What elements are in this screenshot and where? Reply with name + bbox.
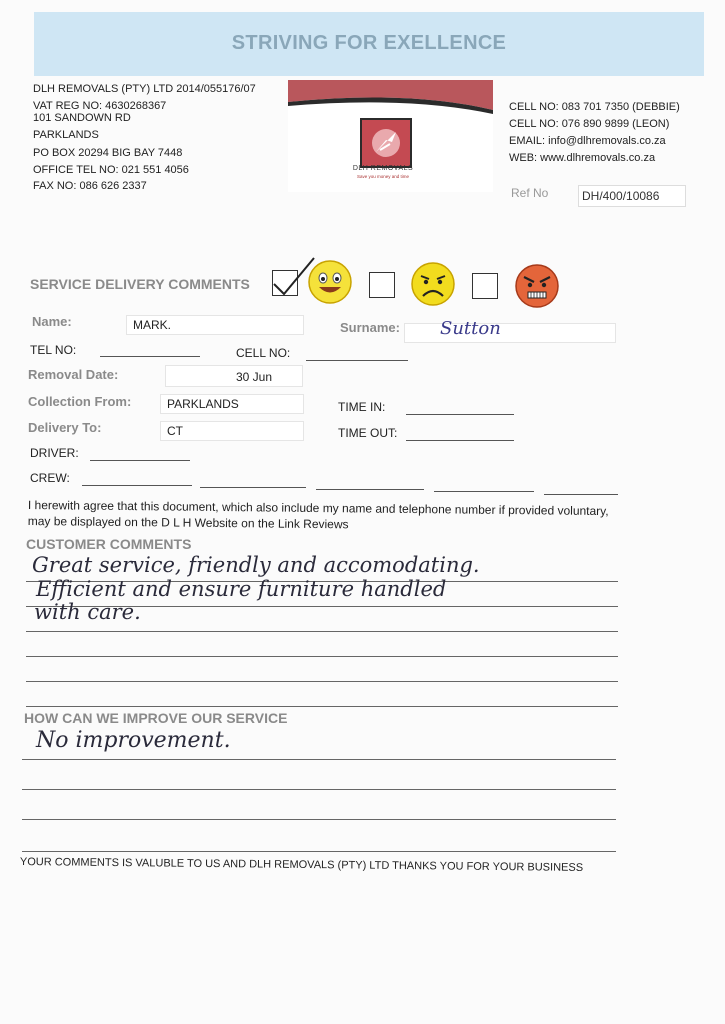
delivery-label: Delivery To: xyxy=(28,420,102,435)
angry-checkbox[interactable] xyxy=(472,273,498,299)
company-line: 101 SANDOWN RD xyxy=(33,112,131,124)
time-out-line[interactable] xyxy=(406,440,514,441)
logo-name: DLH REMOVALS xyxy=(352,165,414,172)
comment-line[interactable] xyxy=(26,656,618,657)
contact-line: CELL NO: 076 890 9899 (LEON) xyxy=(509,118,670,130)
tel-label: TEL NO: xyxy=(30,343,77,357)
customer-comments-title: CUSTOMER COMMENTS xyxy=(26,536,192,552)
company-line: VAT REG NO: 4630268367 xyxy=(33,99,167,112)
neutral-checkbox[interactable] xyxy=(369,272,395,298)
crew-line[interactable] xyxy=(434,491,534,492)
surname-field[interactable] xyxy=(404,323,616,343)
improve-line[interactable] xyxy=(22,819,616,820)
improve-line[interactable] xyxy=(22,759,616,760)
happy-face-icon xyxy=(306,258,354,306)
driver-label: DRIVER: xyxy=(30,446,79,460)
agreement-text xyxy=(28,497,708,536)
time-out-label: TIME OUT: xyxy=(338,426,398,440)
time-in-line[interactable] xyxy=(406,414,514,415)
banner-title: STRIVING FOR EXELLENCE xyxy=(231,32,507,54)
name-label: Name: xyxy=(32,314,72,329)
tel-line[interactable] xyxy=(100,356,200,357)
company-line: PARKLANDS xyxy=(33,128,99,141)
ref-value: DH/400/10086 xyxy=(582,189,660,203)
agreement-line: I herewith agree that this document, which also include my name and telephone number if provided voluntary, xyxy=(27,497,609,519)
comment-handwriting: Efficient and ensure furniture handled xyxy=(36,577,447,601)
cell-line[interactable] xyxy=(306,360,408,361)
comment-handwriting: Great service, friendly and accomodating. xyxy=(32,553,480,577)
ref-label: Ref No xyxy=(511,186,549,200)
service-delivery-title: SERVICE DELIVERY COMMENTS xyxy=(30,276,250,292)
driver-line[interactable] xyxy=(90,460,190,461)
logo-emblem-icon xyxy=(360,118,412,168)
time-in-label: TIME IN: xyxy=(338,400,386,414)
comment-line[interactable] xyxy=(26,631,618,632)
crew-line[interactable] xyxy=(82,485,192,486)
company-line: OFFICE TEL NO: 021 551 4056 xyxy=(33,163,189,176)
crew-line[interactable] xyxy=(200,487,306,488)
name-field[interactable]: MARK. xyxy=(126,315,304,335)
company-line: PO BOX 20294 BIG BAY 7448 xyxy=(33,147,183,159)
delivery-field[interactable]: CT xyxy=(160,421,304,441)
company-line: FAX NO: 086 626 2337 xyxy=(33,180,147,192)
comment-handwriting: with care. xyxy=(34,600,141,624)
agreement-line: may be displayed on the D L H Website on the Link Reviews xyxy=(27,513,349,532)
contact-line: CELL NO: 083 701 7350 (DEBBIE) xyxy=(509,101,680,113)
improve-handwriting: No improvement. xyxy=(36,728,231,753)
improve-title: HOW CAN WE IMPROVE OUR SERVICE xyxy=(24,710,288,726)
crew-label: CREW: xyxy=(30,471,70,485)
logo-tagline: Save you money and time xyxy=(356,174,410,179)
improve-line[interactable] xyxy=(22,851,616,852)
crew-line[interactable] xyxy=(316,489,424,490)
comment-line[interactable] xyxy=(26,681,618,682)
company-info xyxy=(33,81,256,195)
sad-face-icon xyxy=(409,260,457,308)
improve-line[interactable] xyxy=(22,789,616,790)
company-line: DLH REMOVALS (PTY) LTD 2014/055176/07 xyxy=(33,83,256,95)
contact-info xyxy=(509,99,680,167)
angry-face-icon xyxy=(513,262,561,310)
removal-date-label: Removal Date: xyxy=(28,367,119,382)
contact-line: EMAIL: info@dlhremovals.co.za xyxy=(509,135,666,147)
collection-label: Collection From: xyxy=(28,394,132,409)
cell-label: CELL NO: xyxy=(236,346,291,360)
footer-text: YOUR COMMENTS IS VALUBLE TO US AND DLH REMOVALS (PTY) LTD THANKS YOU FOR YOUR BUSINESS xyxy=(19,856,584,874)
collection-field[interactable]: PARKLANDS xyxy=(160,394,304,414)
contact-line: WEB: www.dlhremovals.co.za xyxy=(509,152,656,164)
surname-handwriting: Sutton xyxy=(440,318,501,339)
removal-date-field[interactable]: 30 Jun xyxy=(165,365,303,387)
surname-label: Surname: xyxy=(340,320,400,335)
comment-line[interactable] xyxy=(26,706,618,707)
crew-line[interactable] xyxy=(544,494,618,495)
